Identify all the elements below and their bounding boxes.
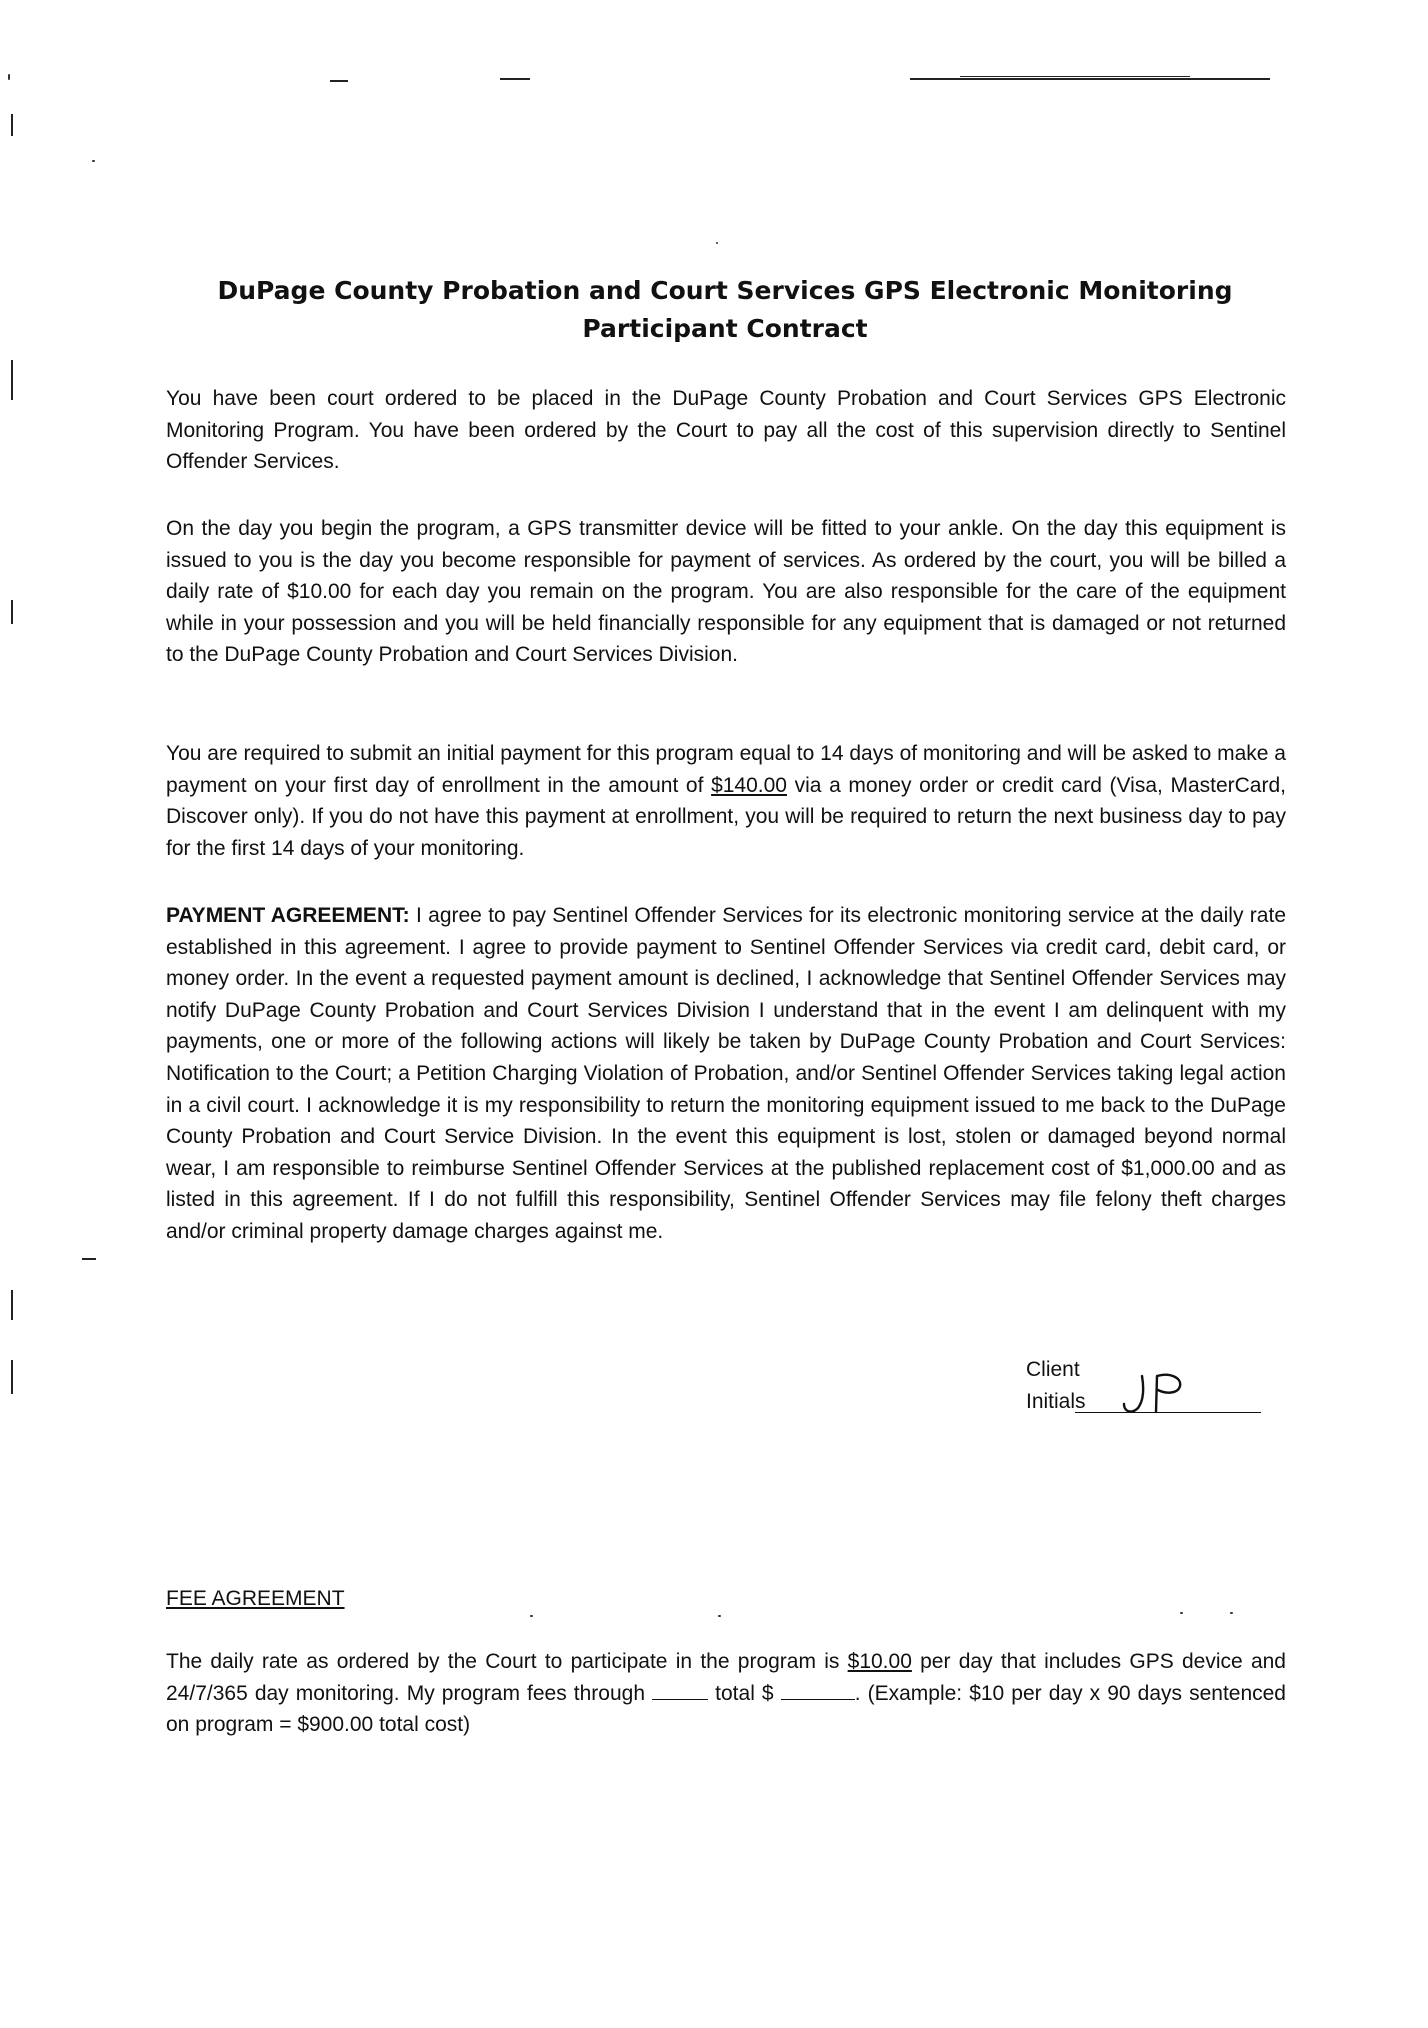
payment-agreement-paragraph	[166, 900, 1286, 1248]
scan-artifact	[500, 78, 530, 80]
scan-artifact	[8, 74, 10, 80]
fee-text-d: . (Example: $10 per day x 90 days sentenced on program = $900.00 total cost)	[166, 1681, 1286, 1737]
initials-signature	[1120, 1370, 1190, 1418]
title-line-1: DuPage County Probation and Court Services GPS Electronic Monitoring	[217, 276, 1233, 305]
equipment-paragraph: On the day you begin the program, a GPS transmitter device will be fitted to your ankle. On the day this equipment is issued to you is the day you become responsible for payment of services. As ordered by the court, you will be billed a daily rate of $10.00 for each day you remain on the program. You are also responsible for the care of the equipment while in your possession and you will be held financially responsible for any equipment that is damaged or not returned to the DuPage County Probation and Court Services Division.	[166, 517, 1286, 667]
initial-payment-text-b: via a money order or credit card (Visa, MasterCard, Discover only). If you do not have this payment at enrollment, you will be required to return the next business day to pay for the first 14 days of your monitoring.	[166, 773, 1286, 860]
scan-artifact	[960, 76, 1190, 77]
payment-agreement-label: PAYMENT AGREEMENT:	[166, 904, 410, 927]
scan-artifact	[530, 1615, 533, 1617]
scan-artifact	[718, 1615, 721, 1617]
scan-artifact	[82, 1258, 96, 1260]
fee-text-c: total $	[708, 1681, 781, 1705]
fees-through-blank	[652, 1698, 708, 1700]
scan-artifact	[910, 78, 1270, 80]
initial-payment-text-a: You are required to submit an initial payment for this program equal to 14 days of monitoring and will be asked to make a payment on your first day of enrollment in the amount of	[166, 742, 1286, 797]
scan-artifact	[11, 360, 13, 400]
document-title	[160, 272, 1290, 348]
fee-agreement-heading: FEE AGREEMENT	[166, 1587, 345, 1610]
scan-artifact	[1180, 1612, 1183, 1614]
fee-text-b: per day that includes GPS device and 24/7/365 day monitoring. My program fees through	[166, 1650, 1286, 1705]
scan-artifact	[11, 114, 13, 136]
fee-text-a: The daily rate as ordered by the Court to participate in the program is	[166, 1650, 848, 1673]
initial-payment-paragraph	[166, 738, 1286, 864]
scan-artifact	[11, 1290, 13, 1320]
payment-agreement-text: I agree to pay Sentinel Offender Services for its electronic monitoring service at the daily rate established in this agreement. I agree to provide payment to Sentinel Offender Services via credit card, debit card, or money order. In the event a requested payment amount is declined, I acknowledge that Sentinel Offender Services may notify DuPage County Probation and Court Services Division I understand that in the event I am delinquent with my payments, one or more of the following actions will likely be taken by DuPage County Probation and Court Services: Notification to the Court; a Petition Charging Violation of Probation, and/or Sentinel Offender Services taking legal action in a civil court. I acknowledge it is my responsibility to return the monitoring equipment issued to me back to the DuPage County Probation and Court Service Division. In the event this equipment is lost, stolen or damaged beyond normal wear, I am responsible to reimburse Sentinel Offender Services at the published replacement cost of $1,000.00 and as listed in this agreement. If I do not fulfill this responsibility, Sentinel Offender Services may file felony theft charges and/or criminal property damage charges against me.	[166, 904, 1286, 1243]
scan-artifact	[92, 160, 95, 162]
intro-paragraph: You have been court ordered to be placed in the DuPage County Probation and Court Services GPS Electronic Monitoring Program. You have been ordered by the Court to pay all the cost of this supervision directly to Sentinel Offender Services.	[166, 387, 1286, 474]
initials-value-text: JP	[1120, 1370, 1121, 1371]
initials-label: Initials	[1026, 1390, 1086, 1413]
fee-daily-rate: $10.00	[847, 1650, 912, 1673]
fee-agreement-paragraph	[166, 1646, 1286, 1741]
scan-artifact	[716, 242, 718, 244]
client-label: Client	[1026, 1358, 1080, 1381]
scan-artifact	[11, 1360, 13, 1394]
title-line-2: Participant Contract	[582, 314, 868, 343]
scan-artifact	[11, 600, 13, 624]
scan-artifact	[1230, 1612, 1233, 1614]
initial-payment-amount: $140.00	[711, 773, 787, 797]
total-amount-blank	[781, 1698, 855, 1700]
scan-artifact	[330, 80, 348, 82]
